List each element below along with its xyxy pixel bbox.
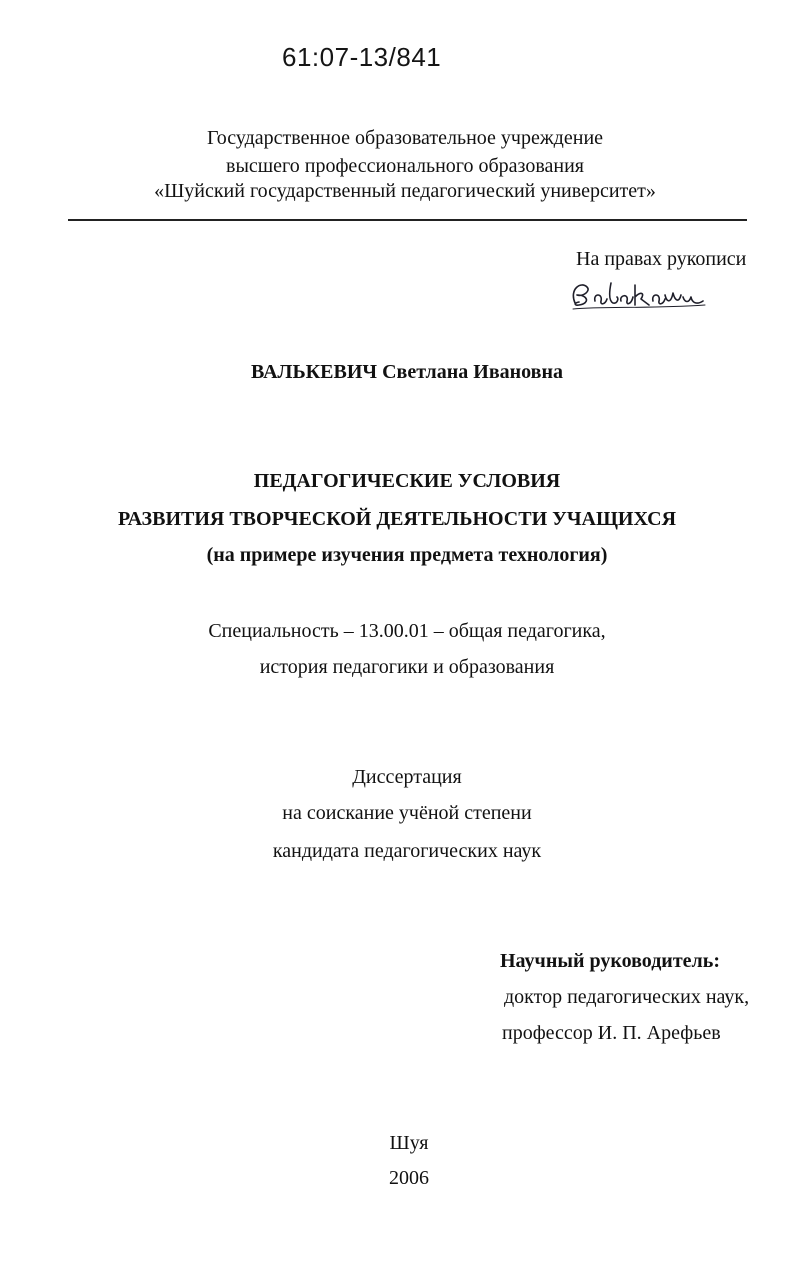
supervisor-heading: Научный руководитель: <box>500 950 720 972</box>
manuscript-rights-note: На правах рукописи <box>576 248 747 270</box>
author-name: ВАЛЬКЕВИЧ Светлана Ивановна <box>251 361 563 383</box>
supervisor-degree: доктор педагогических наук, <box>504 986 750 1008</box>
footer-year: 2006 <box>389 1167 429 1189</box>
specialty-line-2: история педагогики и образования <box>259 656 555 678</box>
dissertation-line-2: на соискание учёной степени <box>282 802 532 824</box>
institution-line-1: Государственное образовательное учреждение <box>206 127 604 149</box>
header-divider <box>68 219 747 221</box>
dissertation-line-3: кандидата педагогических наук <box>272 840 542 862</box>
dissertation-line-1: Диссертация <box>352 766 462 788</box>
supervisor-name: профессор И. П. Арефьев <box>502 1022 721 1044</box>
title-line-2: РАЗВИТИЯ ТВОРЧЕСКОЙ ДЕЯТЕЛЬНОСТИ УЧАЩИХСЯ <box>117 508 677 530</box>
title-subtitle: (на примере изучения предмета технология) <box>206 544 608 566</box>
catalog-number: 61:07-13/841 <box>282 42 442 72</box>
title-line-1: ПЕДАГОГИЧЕСКИЕ УСЛОВИЯ <box>253 470 561 492</box>
institution-line-3: «Шуйский государственный педагогический университет» <box>154 180 656 202</box>
footer-city: Шуя <box>389 1132 429 1154</box>
specialty-line-1: Специальность – 13.00.01 – общая педагогика, <box>208 620 606 642</box>
handwritten-signature <box>565 275 710 313</box>
institution-line-2: высшего профессионального образования <box>226 155 584 177</box>
